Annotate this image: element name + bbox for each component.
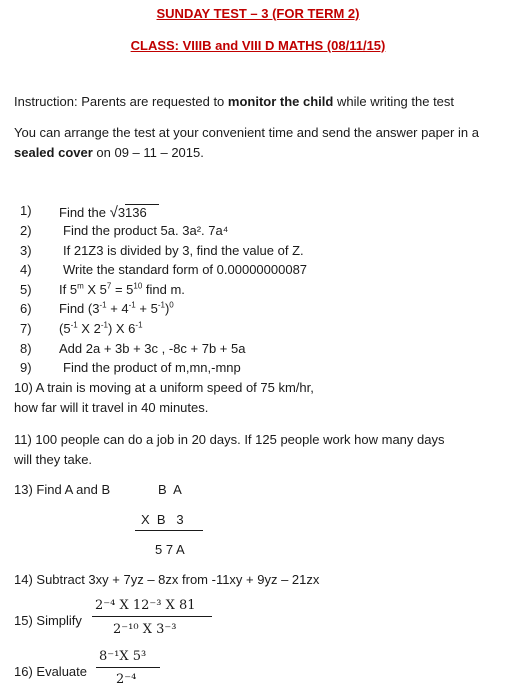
q13-divider xyxy=(135,530,203,531)
q11-line-2: will they take. xyxy=(14,452,93,467)
q5-part: find m. xyxy=(142,282,185,297)
q5-part: = 5 xyxy=(111,282,134,297)
q8-number: 8) xyxy=(20,341,32,356)
q15-numerator: 2⁻⁴ X 12⁻³ X 81 xyxy=(95,598,196,613)
q4-text: Write the standard form of 0.00000000087 xyxy=(63,262,308,277)
q5-text xyxy=(59,282,185,297)
instruction-prefix: Instruction: Parents are requested to xyxy=(14,94,228,109)
arrange-line-1: You can arrange the test at your convenient time and send the answer paper in a xyxy=(14,125,479,140)
q9-text: Find the product of m,mn,-mnp xyxy=(63,360,241,375)
q16-fraction-bar xyxy=(96,667,160,668)
q8-text: Add 2a + 3b + 3c , -8c + 7b + 5a xyxy=(59,341,246,356)
q3-number: 3) xyxy=(20,243,32,258)
q10-line-2: how far will it travel in 40 minutes. xyxy=(14,400,209,415)
q7-exp: -1 xyxy=(135,320,143,330)
instruction-bold: monitor the child xyxy=(227,94,334,109)
q5-part: X 5 xyxy=(83,282,107,297)
q13-row-1: B A xyxy=(158,482,182,497)
q1-label: Find the xyxy=(59,205,110,220)
q15-denominator: 2⁻¹⁰ X 3⁻³ xyxy=(113,622,177,637)
q5-exp: m xyxy=(77,281,84,291)
sqrt-icon: √ xyxy=(109,204,118,221)
q6-part: + 4 xyxy=(106,301,129,316)
sqrt-bar xyxy=(125,204,159,205)
q7-number: 7) xyxy=(20,321,32,336)
q4-number: 4) xyxy=(20,262,32,277)
q6-part: ) xyxy=(164,301,170,316)
q6-part: Find (3 xyxy=(59,301,100,316)
q1-text xyxy=(59,204,147,221)
instruction-suffix: while writing the test xyxy=(333,94,455,109)
class-line: CLASS: VIIIB and VIII D MATHS (08/11/15) xyxy=(130,38,386,53)
q13-row-2: X B 3 xyxy=(141,512,184,527)
q6-exp: -1 xyxy=(157,300,165,310)
q6-part: + 5 xyxy=(135,301,158,316)
q6-number: 6) xyxy=(20,301,32,316)
instruction-line xyxy=(14,94,454,109)
q1-radicand: 3136 xyxy=(117,205,147,220)
q11-line-1: 11) 100 people can do a job in 20 days. If 125 people work how many days xyxy=(14,432,445,447)
q15-fraction-bar xyxy=(92,616,212,617)
q16-numerator: 8⁻¹X 5³ xyxy=(99,649,147,664)
q5-exp: 10 xyxy=(133,281,143,291)
q6-exp: -1 xyxy=(99,300,107,310)
q16-denominator: 2⁻⁴ xyxy=(116,672,137,687)
arrange-rest: on 09 – 11 – 2015. xyxy=(92,145,204,160)
q2-number: 2) xyxy=(20,223,32,238)
q7-part: ) X 6 xyxy=(107,321,136,336)
q7-text xyxy=(59,321,143,336)
q7-part: (5 xyxy=(59,321,71,336)
q3-text: If 21Z3 is divided by 3, find the value of Z. xyxy=(63,243,304,258)
q5-exp: 7 xyxy=(106,281,112,291)
q2-text: Find the product 5a. 3a². 7a⁴ xyxy=(63,223,229,238)
q6-exp: -1 xyxy=(128,300,136,310)
q1-number: 1) xyxy=(20,203,32,218)
q13-row-3: 5 7 A xyxy=(155,542,185,557)
q13-label: 13) Find A and B xyxy=(14,482,111,497)
q15-label: 15) Simplify xyxy=(14,613,82,628)
q5-number: 5) xyxy=(20,282,32,297)
arrange-line-2 xyxy=(14,145,204,160)
q7-exp: -1 xyxy=(70,320,78,330)
q16-label: 16) Evaluate xyxy=(14,664,87,679)
q6-text xyxy=(59,301,174,316)
q6-exp: 0 xyxy=(169,300,174,310)
q5-part: If 5 xyxy=(59,282,78,297)
arrange-bold: sealed cover xyxy=(14,145,93,160)
q9-number: 9) xyxy=(20,360,32,375)
q10-line-1: 10) A train is moving at a uniform speed of 75 km/hr, xyxy=(14,380,314,395)
q14-text: 14) Subtract 3xy + 7yz – 8zx from -11xy + 9yz – 21zx xyxy=(14,572,320,587)
q7-part: X 2 xyxy=(77,321,101,336)
q7-exp: -1 xyxy=(100,320,108,330)
test-title: SUNDAY TEST – 3 (FOR TERM 2) xyxy=(156,6,360,21)
